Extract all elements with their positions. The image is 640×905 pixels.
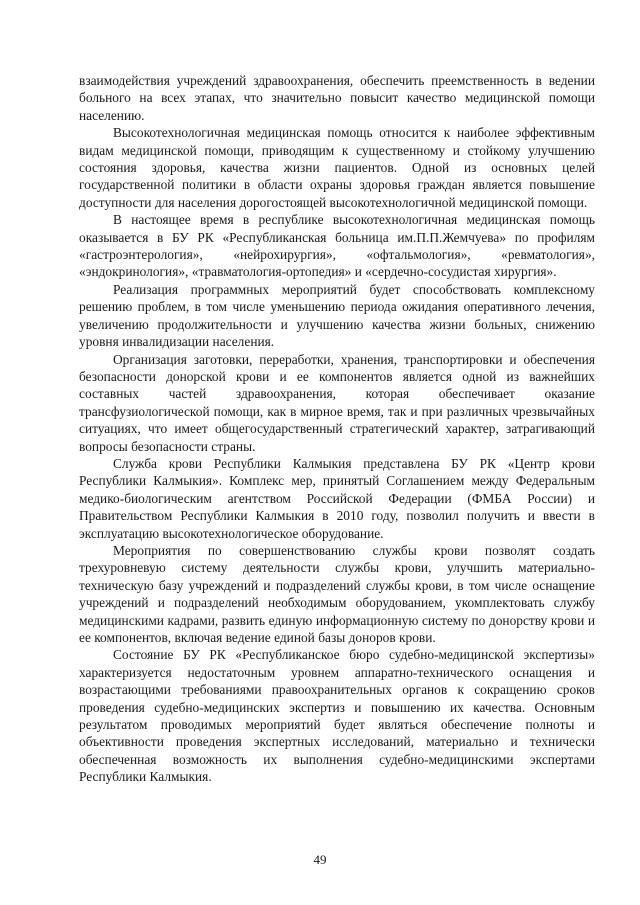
- paragraph-blood-service: Служба крови Республики Калмыкия представлена БУ РК «Центр крови Республики Калмыкия». Комплекс мер, принятый Соглашением между Федеральным медико-биологическим агентством Российской Федерации (ФМБА России) и Правительством Республики Калмыкия в 2010 году, позволил получить и ввести в эксплуатацию высокотехнологическое оборудование.: [79, 455, 595, 541]
- paragraph-continuation: взаимодействия учреждений здравоохранения, обеспечить преемственность в ведении больного на всех этапах, что значительно повысит качество медицинской помощи населению.: [79, 73, 595, 123]
- paragraph-blood-service-improvement: Мероприятия по совершенствованию службы крови позволят создать трехуровневую систему деятельности службы крови, улучшить материально-техническую базу учреждений и подразделений службы крови, в том числе оснащение учреждений и подразделений необходимым оборудованием, укомплектовать службу медицинскими кадрами, развить единую информационную систему по донорству крови и ее компонентов, включая ведение единой базы доноров крови.: [79, 542, 595, 645]
- paragraph-program-implementation: Реализация программных мероприятий будет способствовать комплексному решению проблем, в том числе уменьшению периода ожидания оперативного лечения, увеличению продолжительности и улучшению качества жизни больных, снижению уровня инвалидизации населения.: [79, 281, 595, 350]
- page-number: 49: [313, 852, 327, 867]
- paragraph-forensic-bureau: Состояние БУ РК «Республиканское бюро судебно-медицинской экспертизы» характеризуется недостаточным уровнем аппаратно-технического оснащения и возрастающими требованиями правоохранительных органов к сокращению сроков проведения судебно-медицинских экспертиз и повышению их качества. Основным результатом проводимых мероприятий будет являться обеспечение полноты и объективности проведения экспертных исследований, материально и технически обеспеченная возможность их выполнения судебно-медицинскими экспертами Республики Калмыкия.: [79, 647, 595, 785]
- paragraph-high-tech-care: Высокотехнологичная медицинская помощь относится к наиболее эффективным видам медицинской помощи, приводящим к существенному и стойкому улучшению состояния здоровья, качества жизни пациентов. Одной из основных целей государственной политики в области охраны здоровья граждан является повышение доступности для населения дорогостоящей высокотехнологичной медицинской помощи.: [79, 125, 595, 210]
- paragraph-blood-donation: Организация заготовки, переработки, хранения, транспортировки и обеспечения безопасности донорской крови и ее компонентов является одной из важнейших составных частей здравоохранения, которая обеспечивает оказание трансфузиологической помощи, как в мирное время, так и при различных чрезвычайных ситуациях, что имеет общегосударственный стратегический характер, затрагивающий вопросы безопасности страны.: [79, 351, 595, 454]
- paragraph-republican-hospital: В настоящее время в республике высокотехнологичная медицинская помощь оказывается в БУ РК «Республиканская больница им.П.П.Жемчуева» по профилям «гастроэнтерология», «нейрохирургия», «офтальмология», «ревматология», «эндокринология», «травматология-ортопедия» и «сердечно-сосудистая хирургия».: [79, 212, 595, 280]
- document-body: [79, 72, 595, 786]
